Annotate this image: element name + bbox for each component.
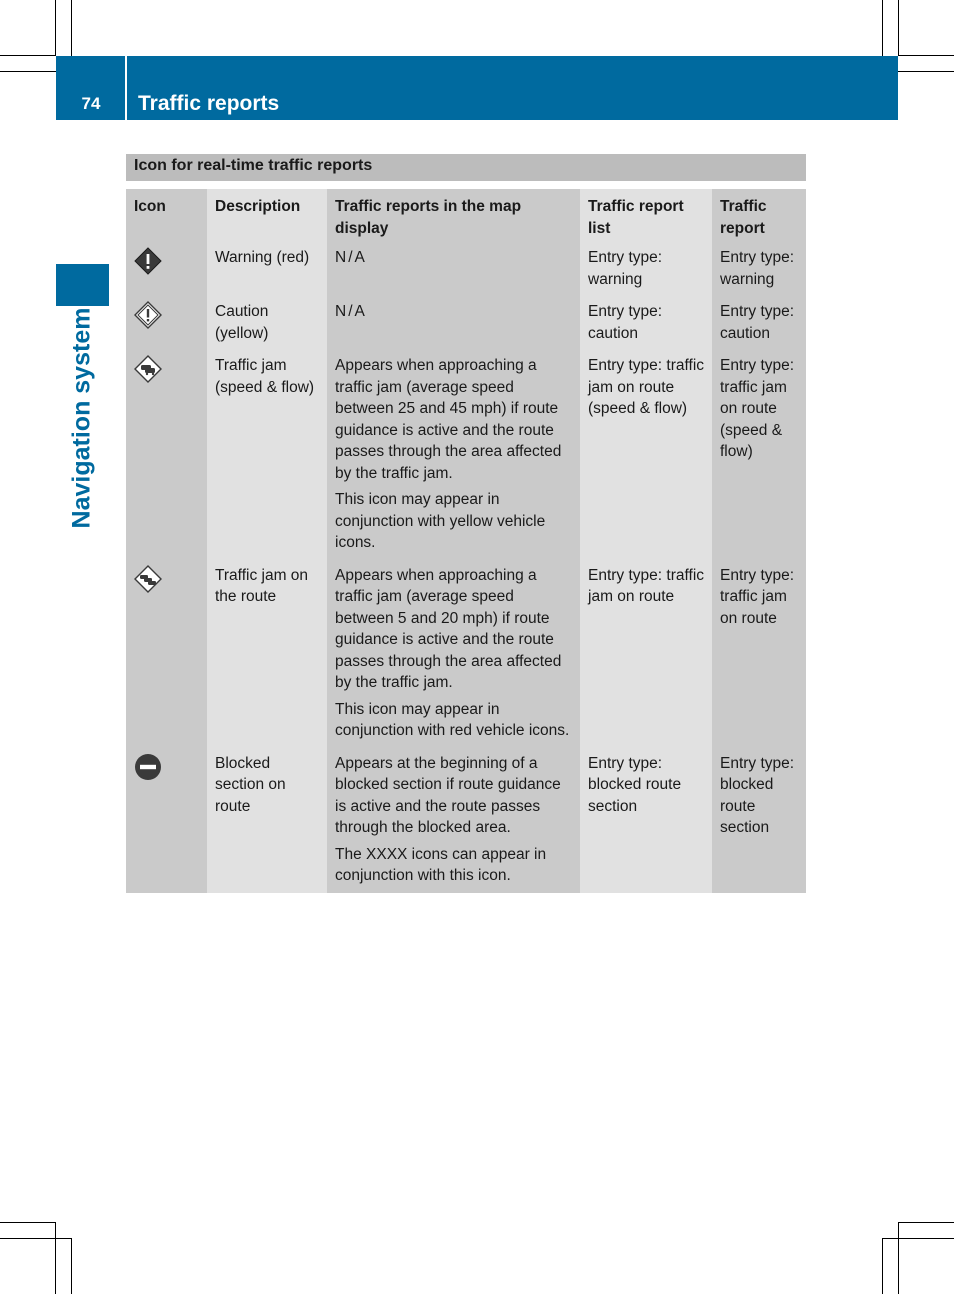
crop-mark — [898, 55, 954, 56]
side-tab-marker — [56, 264, 109, 306]
description-cell: Traffic jam (speed & flow) — [207, 350, 327, 560]
traffic-jam-speed-flow-icon — [134, 355, 162, 383]
caution-yellow-diamond-icon — [134, 301, 162, 329]
description-cell: Caution (yellow) — [207, 296, 327, 350]
crop-mark — [0, 1238, 72, 1239]
map-display-cell: Appears at the beginning of a blocked section if route guidance is active and the route passes through the blocked area. The XXXX icons can appear in conjunction with this icon. — [327, 748, 580, 893]
crop-mark — [898, 0, 899, 56]
column-header-report: Traffic report — [712, 189, 806, 242]
report-list-cell: Entry type: traffic jam on route (speed & flow) — [580, 350, 712, 560]
column-header-description: Description — [207, 189, 327, 242]
side-section-label: Navigation system — [67, 307, 96, 529]
map-display-cell: Appears when approaching a traffic jam (average speed between 5 and 20 mph) if route guidance is active and the route passes through the area affected by the traffic jam. This icon may appear in conjunction with red vehicle icons. — [327, 560, 580, 748]
column-header-icon: Icon — [126, 189, 207, 242]
report-list-cell: Entry type: blocked route section — [580, 748, 712, 893]
table-header-row — [126, 189, 806, 242]
icon-cell — [126, 350, 207, 560]
report-list-cell: Entry type: warning — [580, 242, 712, 296]
section-title: Icon for real-time traffic reports — [126, 154, 806, 181]
report-cell: Entry type: caution — [712, 296, 806, 350]
description-cell: Warning (red) — [207, 242, 327, 296]
map-display-cell: Appears when approaching a traffic jam (average speed between 25 and 45 mph) if route guidance is active and the route passes through the area affected by the traffic jam. This icon may appear in conjunction with yellow vehicle icons. — [327, 350, 580, 560]
column-header-map-display: Traffic reports in the map display — [327, 189, 580, 242]
crop-mark — [898, 1222, 899, 1294]
crop-mark — [0, 1222, 56, 1223]
header-divider — [125, 56, 127, 120]
warning-red-diamond-icon — [134, 247, 162, 275]
traffic-jam-on-route-icon — [134, 565, 162, 593]
report-list-cell: Entry type: caution — [580, 296, 712, 350]
table-row — [126, 242, 806, 296]
table-row — [126, 350, 806, 560]
crop-mark — [55, 1222, 56, 1294]
table-row — [126, 560, 806, 748]
icon-cell — [126, 296, 207, 350]
report-cell: Entry type: blocked route section — [712, 748, 806, 893]
crop-mark — [71, 1238, 72, 1294]
crop-mark — [71, 0, 72, 56]
report-list-cell: Entry type: traffic jam on route — [580, 560, 712, 748]
map-display-cell: N/A — [327, 242, 580, 296]
report-cell: Entry type: traffic jam on route — [712, 560, 806, 748]
crop-mark — [882, 1238, 883, 1294]
traffic-icon-table — [126, 189, 806, 893]
blocked-section-icon — [134, 753, 162, 781]
table-row — [126, 296, 806, 350]
column-header-report-list: Traffic report list — [580, 189, 712, 242]
report-cell: Entry type: warning — [712, 242, 806, 296]
crop-mark — [898, 1222, 954, 1223]
crop-mark — [898, 71, 954, 72]
map-display-cell: N/A — [327, 296, 580, 350]
crop-mark — [882, 0, 883, 56]
page-number: 74 — [81, 94, 101, 113]
table-row — [126, 748, 806, 893]
icon-cell — [126, 560, 207, 748]
description-cell: Traffic jam on the route — [207, 560, 327, 748]
description-cell: Blocked section on route — [207, 748, 327, 893]
crop-mark — [55, 0, 56, 56]
crop-mark — [0, 55, 56, 56]
crop-mark — [0, 71, 56, 72]
chapter-title: Traffic reports — [138, 92, 280, 115]
crop-mark — [882, 1238, 954, 1239]
icon-cell — [126, 242, 207, 296]
report-cell: Entry type: traffic jam on route (speed & flow) — [712, 350, 806, 560]
icon-cell — [126, 748, 207, 893]
